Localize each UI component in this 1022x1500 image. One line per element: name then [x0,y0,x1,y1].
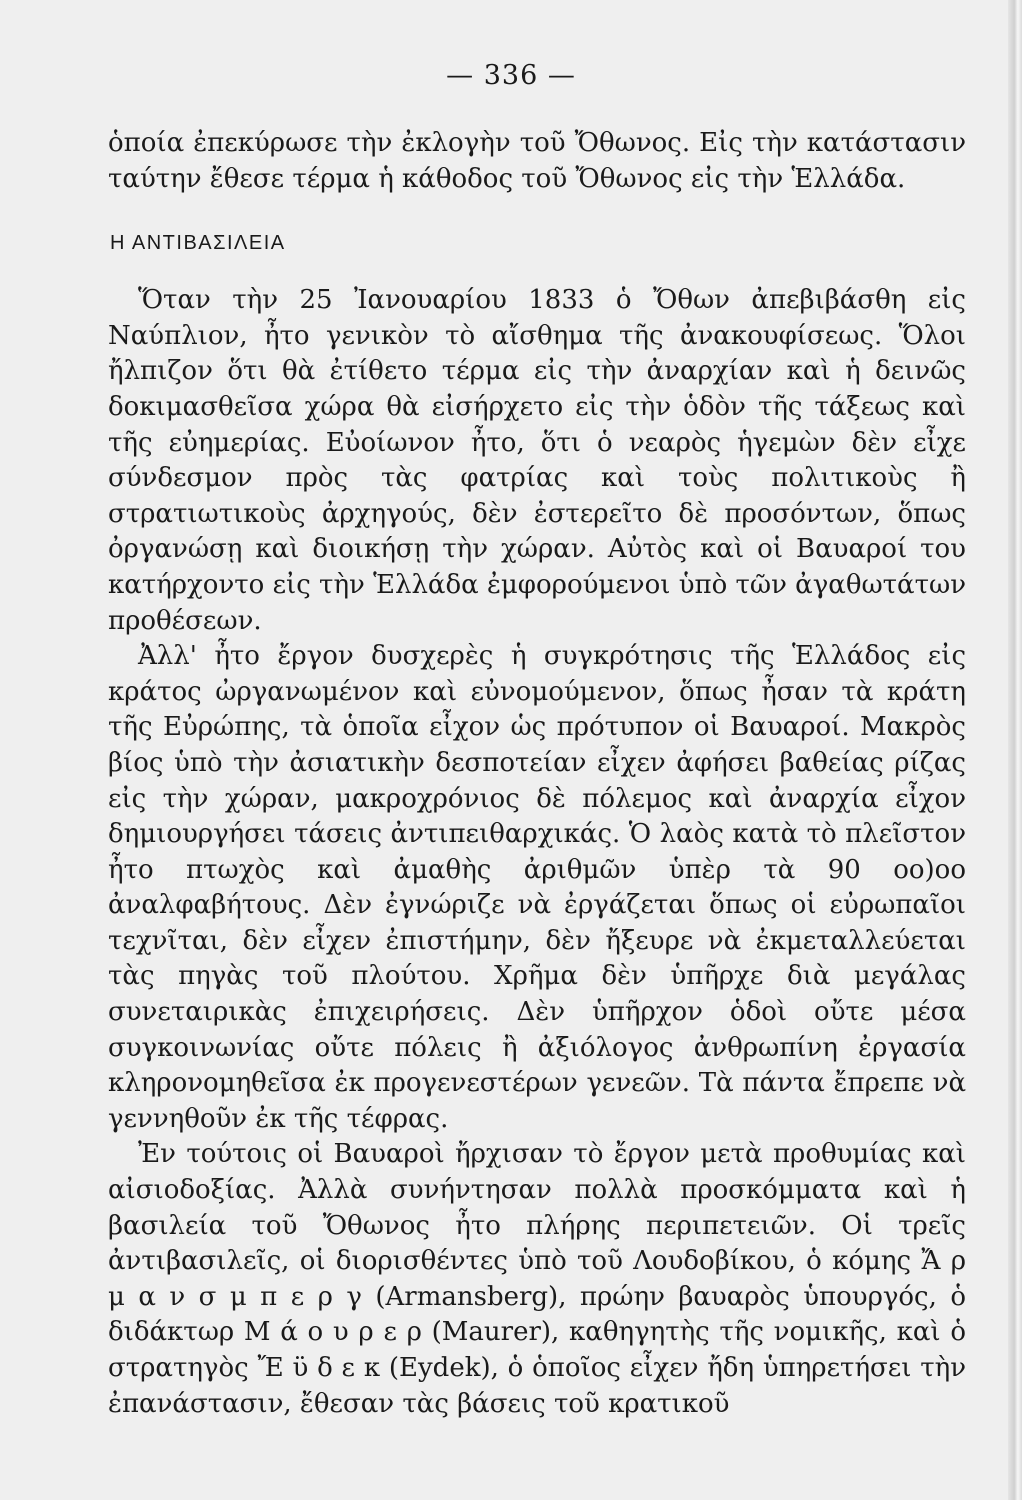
paragraph-difficulties: Ἀλλ' ἦτο ἔργον δυσχερὲς ἡ συγκρότησις τῆς Ἑλλάδος εἰς κράτος ὠργανωμένον καὶ εὐνομούμενον, ὅπως ἦσαν τὰ κράτη τῆς Εὐρώπης, τὰ ὁποῖα εἶχον ὡς πρότυπον οἱ Βαυαροί. Μακρὸς βίος ὑπὸ τὴν ἀσιατικὴν δεσποτείαν εἶχεν ἀφήσει βαθείας ρίζας εἰς τὴν χώραν, μακροχρόνιος δὲ πόλεμος καὶ ἀναρχία εἶχον δημιουργήσει τάσεις ἀντιπειθαρχικάς. Ὁ λαὸς κατὰ τὸ πλεῖστον ἦτο πτωχὸς καὶ ἀμαθὴς ἀριθμῶν ὑπὲρ τὰ 90 οο)οο ἀναλφαβήτους. Δὲν ἐγνώριζε νὰ ἐργάζεται ὅπως οἱ εὐρωπαῖοι τεχνῖται, δὲν εἶχεν ἐπιστήμην, δὲν ἤξευρε νὰ ἐκμεταλλεύεται τὰς πηγὰς τοῦ πλούτου. Χρῆμα δὲν ὑπῆρχε διὰ μεγάλας συνεταιρικὰς ἐπιχειρήσεις. Δὲν ὑπῆρχον ὁδοὶ οὔτε μέσα συγκοινωνίας οὔτε πόλεις ἢ ἀξιόλογος ἀνθρωπίνη ἐργασία κληρονομηθεῖσα ἐκ προγενεστέρων γενεῶν. Τὰ πάντα ἔπρεπε νὰ γεννηθοῦν ἐκ τῆς τέφρας. [108,641,966,1134]
paragraph-arrival: Ὅταν τὴν 25 Ἰανουαρίου 1833 ὁ Ὄθων ἀπεβιβάσθη εἰς Ναύπλιον, ἦτο γενικὸν τὸ αἴσθημα τῆς ἀνακουφίσεως. Ὅλοι ἤλπιζον ὅτι θὰ ἐτίθετο τέρμα εἰς τὴν ἀναρχίαν καὶ ἡ δεινῶς δοκιμασθεῖσα χώρα θὰ εἰσήρχετο εἰς τὴν ὁδὸν τῆς τάξεως καὶ τῆς εὐημερίας. Εὐοίωνον ἦτο, ὅτι ὁ νεαρὸς ἡγεμὼν δὲν εἶχε σύνδεσμον πρὸς τὰς φατρίας καὶ τοὺς πολιτικοὺς ἢ στρατιωτικοὺς ἀρχηγούς, δὲν ἐστερεῖτο δὲ προσόντων, ὅπως ὀργανώσῃ καὶ διοικήσῃ τὴν χώραν. Αὐτὸς καὶ οἱ Βαυαροί του κατήρχοντο εἰς τὴν Ἑλλάδα ἐμφορούμενοι ὑπὸ τῶν ἀγαθωτάτων προθέσεων. [108,285,966,636]
page-body [108,126,966,1422]
paragraph-continuation: ὁποία ἐπεκύρωσε τὴν ἐκλογὴν τοῦ Ὄθωνος. Εἰς τὴν κατάστασιν ταύτην ἔθεσε τέρμα ἡ κάθοδος τοῦ Ὄθωνος εἰς τὴν Ἑλλάδα. [108,128,966,194]
paragraph-regency: Ἐν τούτοις οἱ Βαυαροὶ ἤρχισαν τὸ ἔργον μετὰ προθυμίας καὶ αἰσιοδοξίας. Ἀλλὰ συνήντησαν πολλὰ προσκόμματα καὶ ἡ βασιλεία τοῦ Ὄθωνος ἦτο πλήρης περιπετειῶν. Οἱ τρεῖς ἀντιβασιλεῖς, οἱ διορισθέντες ὑπὸ τοῦ Λουδοβίκου, ὁ κόμης Ἄ ρ μ α ν σ μ π ε ρ γ (Armansberg), πρώην βαυαρὸς ὑπουργός, ὁ διδάκτωρ Μ ά ο υ ρ ε ρ (Maurer), καθηγητὴς τῆς νομικῆς, καὶ ὁ στρατηγὸς Ἔ ϋ δ ε κ (Eydek), ὁ ὁποῖος εἶχεν ἤδη ὑπηρετήσει τὴν ἐπανάστασιν, ἔθεσαν τὰς βάσεις τοῦ κρατικοῦ [108,1139,966,1419]
section-heading: Η ΑΝΤΙΒΑΣΙΛΕΙΑ [110,232,286,255]
page-number: — 336 — [446,60,576,91]
page-edge-shadow [1008,0,1022,1500]
